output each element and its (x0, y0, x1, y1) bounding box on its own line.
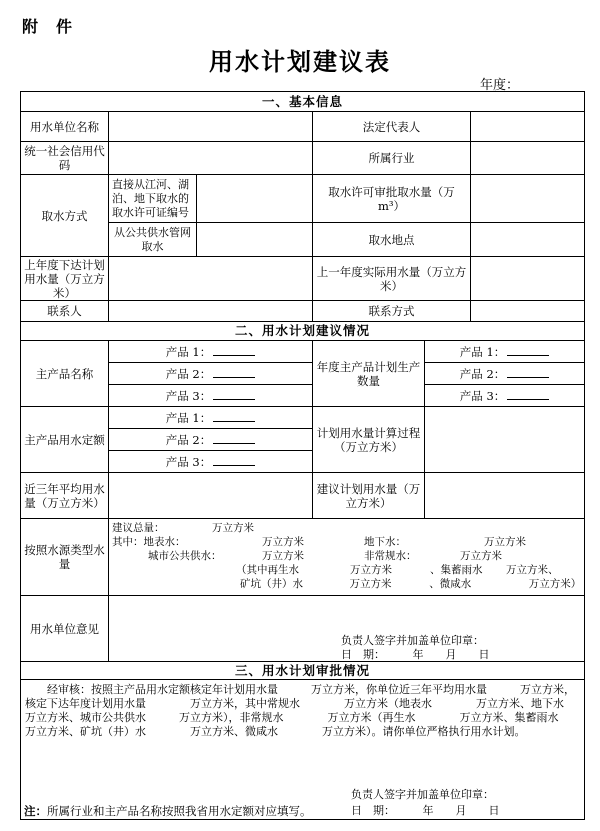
unit-opinion-label: 用水单位意见 (21, 596, 109, 662)
public-supply-label: 从公共供水管网取水 (109, 223, 197, 257)
opinion-date-label: 日 期： 年 月 日 (341, 648, 490, 661)
legal-rep-field[interactable] (471, 112, 585, 142)
main-product-2[interactable]: 产品 2： (109, 363, 313, 385)
calc-process-label: 计划用水量计算过程（万立方米） (313, 407, 425, 473)
last-plan-field[interactable] (109, 257, 313, 301)
attachment-label: 附 件 (22, 17, 74, 36)
product-quota-label: 主产品用水定额 (21, 407, 109, 473)
industry-field[interactable] (471, 142, 585, 175)
suggested-label: 建议计划用水量（万立方米） (313, 473, 425, 519)
intake-method-label: 取水方式 (21, 175, 109, 257)
annual-output-label: 年度主产品计划生产数量 (313, 341, 425, 407)
credit-code-label: 统一社会信用代码 (21, 142, 109, 175)
footnote-text: 所属行业和主产品名称按照我省用水定额对应填写。 (47, 804, 312, 818)
direct-intake-label: 直接从江河、湖泊、地下取水的取水许可证编号 (109, 175, 197, 223)
product-quota-1[interactable]: 产品 1： (109, 407, 313, 429)
approval-text: 经审核：按照主产品用水定额核定年计划用水量 万立方米，你单位近三年平均用水量 万立方米，核定下达年度计划用水量 万立方米，其中常规水 万立方米（地表水 万立方米、地下水 万立方米、城市公共供水 万立方米），非常规水 万立方米（再生水 万立方米、集蓄雨水 万立方米、矿坑（井）水 万立方米、微咸水 万立方米）。请你单位严格执行用水计划。 (25, 683, 597, 738)
section3-title: 三、用水计划审批情况 (21, 662, 585, 680)
by-source-label: 按照水源类型水量 (21, 519, 109, 596)
avg3-label: 近三年平均用水量（万立方米） (21, 473, 109, 519)
suggested-field[interactable] (425, 473, 585, 519)
intake-location-label: 取水地点 (313, 223, 471, 257)
public-supply-field[interactable] (197, 223, 313, 257)
approval-date-label: 日 期： 年 月 日 (351, 804, 500, 817)
last-actual-label: 上一年度实际用水量（万立方米） (313, 257, 471, 301)
section2-title: 二、用水计划建议情况 (21, 322, 585, 341)
approval-field (21, 680, 597, 820)
contact-method-label: 联系方式 (313, 301, 471, 322)
unit-name-label: 用水单位名称 (21, 112, 109, 142)
main-product-3[interactable]: 产品 3： (109, 385, 313, 407)
unit-name-field[interactable] (109, 112, 313, 142)
avg3-field[interactable] (109, 473, 313, 519)
year-label: 年度： (480, 78, 520, 93)
product-quota-3[interactable]: 产品 3： (109, 451, 313, 473)
annual-output-3[interactable]: 产品 3： (425, 385, 585, 407)
water-plan-form (20, 91, 597, 820)
product-quota-2[interactable]: 产品 2： (109, 429, 313, 451)
credit-code-field[interactable] (109, 142, 313, 175)
intake-location-field[interactable] (471, 223, 585, 257)
contact-field[interactable] (109, 301, 313, 322)
legal-rep-label: 法定代表人 (313, 112, 471, 142)
unit-opinion-field[interactable] (109, 596, 585, 662)
last-plan-label: 上年度下达计划用水量（万立方米） (21, 257, 109, 301)
annual-output-1[interactable]: 产品 1： (425, 341, 585, 363)
main-product-1[interactable]: 产品 1： (109, 341, 313, 363)
approval-sign-label: 负责人签字并加盖单位印章： (351, 788, 494, 801)
last-actual-field[interactable] (471, 257, 585, 301)
page-title: 用水计划建议表 (209, 48, 391, 76)
main-product-label: 主产品名称 (21, 341, 109, 407)
opinion-sign-label: 负责人签字并加盖单位印章： (341, 634, 484, 647)
by-source-field[interactable]: 建议总量： 万立方米 其中：地表水： 万立方米 地下水： 万立方米 城市公共供水： 万立方米 非常规水： 万立方米 （其中再生水 万立方米 、集蓄雨水 万立方米、 矿坑（井）水 万立方米 、微咸水 万立方米） (109, 519, 585, 596)
direct-intake-field[interactable] (197, 175, 313, 223)
footnote (24, 803, 312, 819)
contact-method-field[interactable] (471, 301, 585, 322)
industry-label: 所属行业 (313, 142, 471, 175)
annual-output-2[interactable]: 产品 2： (425, 363, 585, 385)
footnote-prefix: 注： (24, 804, 47, 818)
section1-title: 一、基本信息 (21, 92, 585, 112)
permit-volume-label: 取水许可审批取水量（万 m³） (313, 175, 471, 223)
permit-volume-field[interactable] (471, 175, 585, 223)
calc-process-field[interactable] (425, 407, 585, 473)
contact-label: 联系人 (21, 301, 109, 322)
